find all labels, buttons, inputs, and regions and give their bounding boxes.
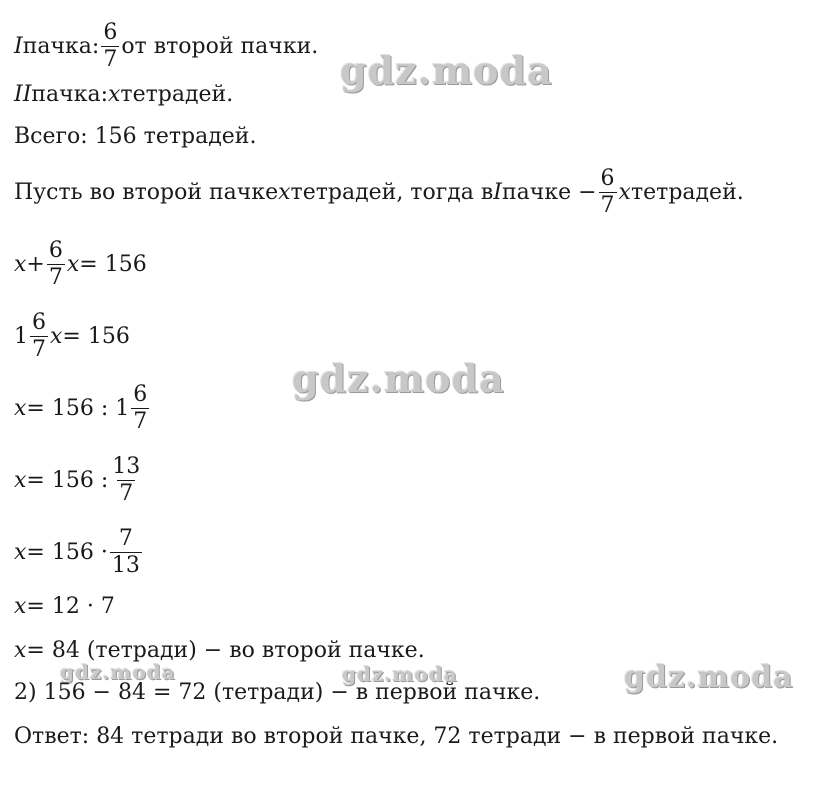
text: тетрадей, тогда в xyxy=(290,179,494,205)
variable-x: x xyxy=(14,539,27,565)
fraction xyxy=(101,22,119,71)
text: тетрадей. xyxy=(120,82,234,107)
denominator: 7 xyxy=(48,265,63,290)
watermark-top: gdz.moda xyxy=(340,48,553,93)
equation-1 xyxy=(14,240,147,289)
watermark-bottom-right: gdz.moda xyxy=(624,660,794,695)
numerator: 13 xyxy=(112,454,141,479)
text: = 156 : xyxy=(26,467,109,493)
text: тетрадей. xyxy=(630,179,744,205)
equation-2 xyxy=(14,312,130,361)
text: Пусть во второй пачке xyxy=(14,179,279,205)
variable-x: x xyxy=(14,638,27,663)
numerator: 6 xyxy=(133,382,148,407)
text: = 84 (тетради) − во второй пачке. xyxy=(26,638,425,663)
fraction xyxy=(599,168,617,217)
denominator: 7 xyxy=(103,47,118,72)
denominator: 7 xyxy=(32,337,46,362)
numerator: 6 xyxy=(32,310,46,335)
text: Ответ: 84 тетради во второй пачке, 72 тетради − в первой пачке. xyxy=(14,724,779,749)
variable-x: x xyxy=(108,82,121,107)
fraction xyxy=(131,384,149,433)
line-total xyxy=(14,124,256,150)
text: = 156 · xyxy=(26,539,108,565)
variable-x: x xyxy=(14,395,27,421)
line-assumption xyxy=(14,168,744,217)
text: от второй пачки. xyxy=(121,33,319,59)
fraction xyxy=(110,528,142,577)
watermark-bottom-center: gdz.moda xyxy=(342,662,458,686)
variable-x: x xyxy=(14,467,27,493)
answer xyxy=(14,724,778,750)
equation-3 xyxy=(14,384,151,433)
text: = 156 xyxy=(62,323,130,349)
text: = 156 xyxy=(79,251,147,277)
variable-x: x xyxy=(618,179,631,205)
roman-one: I xyxy=(493,179,502,205)
text: пачке − xyxy=(502,179,597,205)
denominator: 7 xyxy=(133,409,148,434)
roman-one: I xyxy=(14,33,23,59)
roman-two: II xyxy=(14,82,32,107)
line-second-pack xyxy=(14,82,233,108)
text: Всего: 156 тетрадей. xyxy=(14,124,257,149)
numerator: 6 xyxy=(103,20,118,45)
text: + xyxy=(26,251,45,277)
text: = 12 · 7 xyxy=(26,594,115,619)
variable-x: x xyxy=(278,179,291,205)
equation-5 xyxy=(14,528,144,577)
fraction xyxy=(110,456,142,505)
numerator: 7 xyxy=(118,526,133,551)
text: пачка: xyxy=(31,82,108,107)
numerator: 6 xyxy=(600,166,615,191)
watermark-bottom-left: gdz.moda xyxy=(60,660,176,684)
denominator: 7 xyxy=(600,193,615,218)
denominator: 7 xyxy=(119,481,134,506)
line-first-pack xyxy=(14,22,318,71)
numerator: 6 xyxy=(48,238,63,263)
step-2 xyxy=(14,680,540,706)
text: = 156 : 1 xyxy=(26,395,130,421)
variable-x: x xyxy=(14,594,27,619)
whole-part: 1 xyxy=(14,323,28,349)
watermark-middle: gdz.moda xyxy=(292,356,505,401)
fraction xyxy=(30,312,48,361)
variable-x: x xyxy=(14,251,27,277)
text: 2) 156 − 84 = 72 (тетради) − в первой пачке. xyxy=(14,680,541,705)
variable-x: x xyxy=(66,251,80,277)
equation-6 xyxy=(14,594,115,620)
text: пачка: xyxy=(22,33,100,59)
fraction xyxy=(47,240,65,289)
equation-4 xyxy=(14,456,144,505)
variable-x: x xyxy=(50,323,63,349)
denominator: 13 xyxy=(111,553,140,578)
equation-7 xyxy=(14,638,425,664)
